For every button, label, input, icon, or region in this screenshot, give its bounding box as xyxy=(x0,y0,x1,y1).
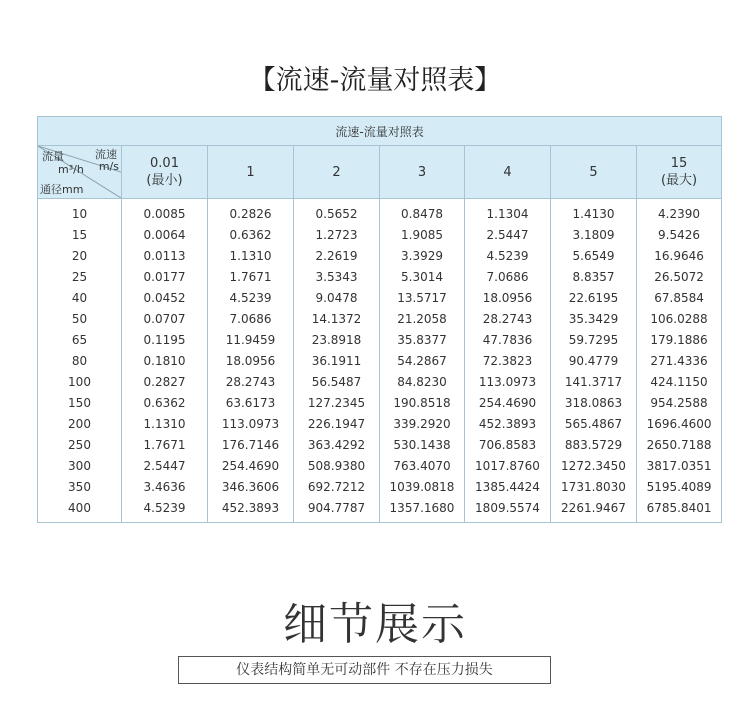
flow-value-cell: 6785.8401 xyxy=(637,497,722,523)
flow-value-cell: 2.5447 xyxy=(465,224,551,245)
flow-value-cell: 3.4636 xyxy=(122,476,208,497)
flow-value-cell: 5.3014 xyxy=(380,266,465,287)
flow-value-cell: 508.9380 xyxy=(294,455,380,476)
flow-value-cell: 3.5343 xyxy=(294,266,380,287)
flow-value-cell: 3817.0351 xyxy=(637,455,722,476)
diameter-cell: 25 xyxy=(38,266,122,287)
flow-value-cell: 226.1947 xyxy=(294,413,380,434)
flow-value-cell: 0.0452 xyxy=(122,287,208,308)
flow-value-cell: 11.9459 xyxy=(208,329,294,350)
flow-value-cell: 4.5239 xyxy=(465,245,551,266)
table-row xyxy=(38,308,722,329)
flow-value-cell: 14.1372 xyxy=(294,308,380,329)
flow-value-cell: 706.8583 xyxy=(465,434,551,455)
velocity-value: 0.01 xyxy=(150,156,179,171)
diameter-cell: 100 xyxy=(38,371,122,392)
velocity-column-header xyxy=(637,146,722,199)
flow-value-cell: 363.4292 xyxy=(294,434,380,455)
diameter-cell: 250 xyxy=(38,434,122,455)
flow-value-cell: 1385.4424 xyxy=(465,476,551,497)
flow-value-cell: 1.7671 xyxy=(208,266,294,287)
velocity-value: 3 xyxy=(417,164,427,180)
flow-value-cell: 0.5652 xyxy=(294,199,380,225)
velocity-value: 15 xyxy=(670,156,688,171)
flow-value-cell: 339.2920 xyxy=(380,413,465,434)
flow-value-cell: 0.2826 xyxy=(208,199,294,225)
flow-value-cell: 63.6173 xyxy=(208,392,294,413)
diameter-cell: 200 xyxy=(38,413,122,434)
table-row xyxy=(38,455,722,476)
flow-value-cell: 1.2723 xyxy=(294,224,380,245)
flow-value-cell: 4.5239 xyxy=(122,497,208,523)
flow-value-cell: 1.7671 xyxy=(122,434,208,455)
flow-value-cell: 883.5729 xyxy=(551,434,637,455)
flow-value-cell: 127.2345 xyxy=(294,392,380,413)
corner-speed-unit: m/s xyxy=(98,160,119,173)
table-row xyxy=(38,245,722,266)
corner-diameter-label: 通径mm xyxy=(40,183,84,196)
detail-section-title: 细节展示 xyxy=(283,599,467,650)
flow-value-cell: 763.4070 xyxy=(380,455,465,476)
flow-value-cell: 4.5239 xyxy=(208,287,294,308)
flow-rate-table xyxy=(37,116,722,523)
velocity-value: 4 xyxy=(503,164,512,180)
flow-value-cell: 0.6362 xyxy=(208,224,294,245)
flow-value-cell: 56.5487 xyxy=(294,371,380,392)
flow-value-cell: 0.0177 xyxy=(122,266,208,287)
flow-value-cell: 176.7146 xyxy=(208,434,294,455)
table-row xyxy=(38,371,722,392)
diameter-cell: 350 xyxy=(38,476,122,497)
flow-value-cell: 72.3823 xyxy=(465,350,551,371)
flow-value-cell: 3.1809 xyxy=(551,224,637,245)
table-row xyxy=(38,350,722,371)
flow-value-cell: 141.3717 xyxy=(551,371,637,392)
flow-value-cell: 0.0064 xyxy=(122,224,208,245)
flow-value-cell: 7.0686 xyxy=(208,308,294,329)
flow-value-cell: 179.1886 xyxy=(637,329,722,350)
flow-value-cell: 0.6362 xyxy=(122,392,208,413)
flow-value-cell: 47.7836 xyxy=(465,329,551,350)
flow-value-cell: 565.4867 xyxy=(551,413,637,434)
flow-value-cell: 3.3929 xyxy=(380,245,465,266)
flow-value-cell: 0.0707 xyxy=(122,308,208,329)
diameter-cell: 15 xyxy=(38,224,122,245)
flow-value-cell: 7.0686 xyxy=(465,266,551,287)
flow-value-cell: 1809.5574 xyxy=(465,497,551,523)
flow-value-cell: 1272.3450 xyxy=(551,455,637,476)
flow-value-cell: 530.1438 xyxy=(380,434,465,455)
table-caption: 流速-流量对照表 xyxy=(38,117,722,146)
flow-value-cell: 954.2588 xyxy=(637,392,722,413)
flow-value-cell: 0.0085 xyxy=(122,199,208,225)
corner-flow-unit: m³/h xyxy=(58,163,84,176)
flow-value-cell: 90.4779 xyxy=(551,350,637,371)
table-row xyxy=(38,199,722,225)
flow-value-cell: 346.3606 xyxy=(208,476,294,497)
flow-value-cell: 1.1304 xyxy=(465,199,551,225)
flow-value-cell: 1.4130 xyxy=(551,199,637,225)
diameter-cell: 50 xyxy=(38,308,122,329)
flow-value-cell: 84.8230 xyxy=(380,371,465,392)
velocity-column-header xyxy=(294,146,380,199)
diameter-cell: 300 xyxy=(38,455,122,476)
corner-speed-label: 流速 xyxy=(95,148,117,161)
corner-header-cell xyxy=(38,146,122,199)
diameter-cell: 20 xyxy=(38,245,122,266)
table-row xyxy=(38,287,722,308)
diameter-cell: 40 xyxy=(38,287,122,308)
flow-value-cell: 106.0288 xyxy=(637,308,722,329)
flow-value-cell: 8.8357 xyxy=(551,266,637,287)
table-row xyxy=(38,329,722,350)
velocity-column-header xyxy=(465,146,551,199)
flow-value-cell: 452.3893 xyxy=(208,497,294,523)
flow-value-cell: 28.2743 xyxy=(208,371,294,392)
flow-value-cell: 2.2619 xyxy=(294,245,380,266)
flow-value-cell: 254.4690 xyxy=(208,455,294,476)
flow-value-cell: 9.0478 xyxy=(294,287,380,308)
flow-value-cell: 113.0973 xyxy=(208,413,294,434)
flow-value-cell: 318.0863 xyxy=(551,392,637,413)
flow-value-cell: 18.0956 xyxy=(465,287,551,308)
diameter-cell: 400 xyxy=(38,497,122,523)
table-row xyxy=(38,434,722,455)
table-row xyxy=(38,497,722,523)
flow-value-cell: 9.5426 xyxy=(637,224,722,245)
flow-value-cell: 16.9646 xyxy=(637,245,722,266)
flow-value-cell: 452.3893 xyxy=(465,413,551,434)
flow-value-cell: 26.5072 xyxy=(637,266,722,287)
flow-value-cell: 0.1195 xyxy=(122,329,208,350)
flow-value-cell: 54.2867 xyxy=(380,350,465,371)
flow-value-cell: 692.7212 xyxy=(294,476,380,497)
table-row xyxy=(38,476,722,497)
flow-value-cell: 0.1810 xyxy=(122,350,208,371)
flow-value-cell: 2650.7188 xyxy=(637,434,722,455)
velocity-value: 1 xyxy=(246,164,255,180)
diameter-cell: 10 xyxy=(38,199,122,225)
detail-caption-text: 仪表结构简单无可动部件 不存在压力损失 xyxy=(236,662,493,678)
page-title: 【流速-流量对照表】 xyxy=(248,65,502,96)
flow-value-cell: 0.8478 xyxy=(380,199,465,225)
flow-value-cell: 1017.8760 xyxy=(465,455,551,476)
velocity-column-header xyxy=(551,146,637,199)
velocity-note: (最大) xyxy=(660,173,698,188)
flow-value-cell: 5195.4089 xyxy=(637,476,722,497)
flow-value-cell: 21.2058 xyxy=(380,308,465,329)
flow-value-cell: 0.2827 xyxy=(122,371,208,392)
velocity-column-header xyxy=(380,146,465,199)
diameter-cell: 80 xyxy=(38,350,122,371)
flow-value-cell: 1731.8030 xyxy=(551,476,637,497)
velocity-note: (最小) xyxy=(146,173,183,188)
flow-value-cell: 13.5717 xyxy=(380,287,465,308)
flow-value-cell: 35.3429 xyxy=(551,308,637,329)
flow-value-cell: 0.0113 xyxy=(122,245,208,266)
diameter-cell: 65 xyxy=(38,329,122,350)
flow-value-cell: 271.4336 xyxy=(637,350,722,371)
velocity-column-header xyxy=(208,146,294,199)
flow-value-cell: 28.2743 xyxy=(465,308,551,329)
flow-value-cell: 18.0956 xyxy=(208,350,294,371)
table-row xyxy=(38,413,722,434)
flow-value-cell: 5.6549 xyxy=(551,245,637,266)
flow-value-cell: 1357.1680 xyxy=(380,497,465,523)
flow-value-cell: 23.8918 xyxy=(294,329,380,350)
flow-value-cell: 190.8518 xyxy=(380,392,465,413)
flow-value-cell: 904.7787 xyxy=(294,497,380,523)
table-row xyxy=(38,266,722,287)
velocity-column-header xyxy=(122,146,208,199)
velocity-value: 2 xyxy=(332,164,341,180)
table-row xyxy=(38,392,722,413)
velocity-value: 5 xyxy=(589,164,598,180)
flow-value-cell: 254.4690 xyxy=(465,392,551,413)
flow-value-cell: 35.8377 xyxy=(380,329,465,350)
flow-value-cell: 1039.0818 xyxy=(380,476,465,497)
table-row xyxy=(38,224,722,245)
flow-value-cell: 36.1911 xyxy=(294,350,380,371)
flow-value-cell: 22.6195 xyxy=(551,287,637,308)
flow-value-cell: 1.9085 xyxy=(380,224,465,245)
corner-flow-label: 流量 xyxy=(42,150,64,163)
flow-value-cell: 2261.9467 xyxy=(551,497,637,523)
flow-value-cell: 424.1150 xyxy=(637,371,722,392)
flow-value-cell: 59.7295 xyxy=(551,329,637,350)
flow-value-cell: 1.1310 xyxy=(208,245,294,266)
flow-value-cell: 4.2390 xyxy=(637,199,722,225)
flow-value-cell: 1696.4600 xyxy=(637,413,722,434)
flow-value-cell: 67.8584 xyxy=(637,287,722,308)
flow-value-cell: 1.1310 xyxy=(122,413,208,434)
diameter-cell: 150 xyxy=(38,392,122,413)
detail-caption-box xyxy=(178,656,551,684)
flow-value-cell: 2.5447 xyxy=(122,455,208,476)
flow-value-cell: 113.0973 xyxy=(465,371,551,392)
